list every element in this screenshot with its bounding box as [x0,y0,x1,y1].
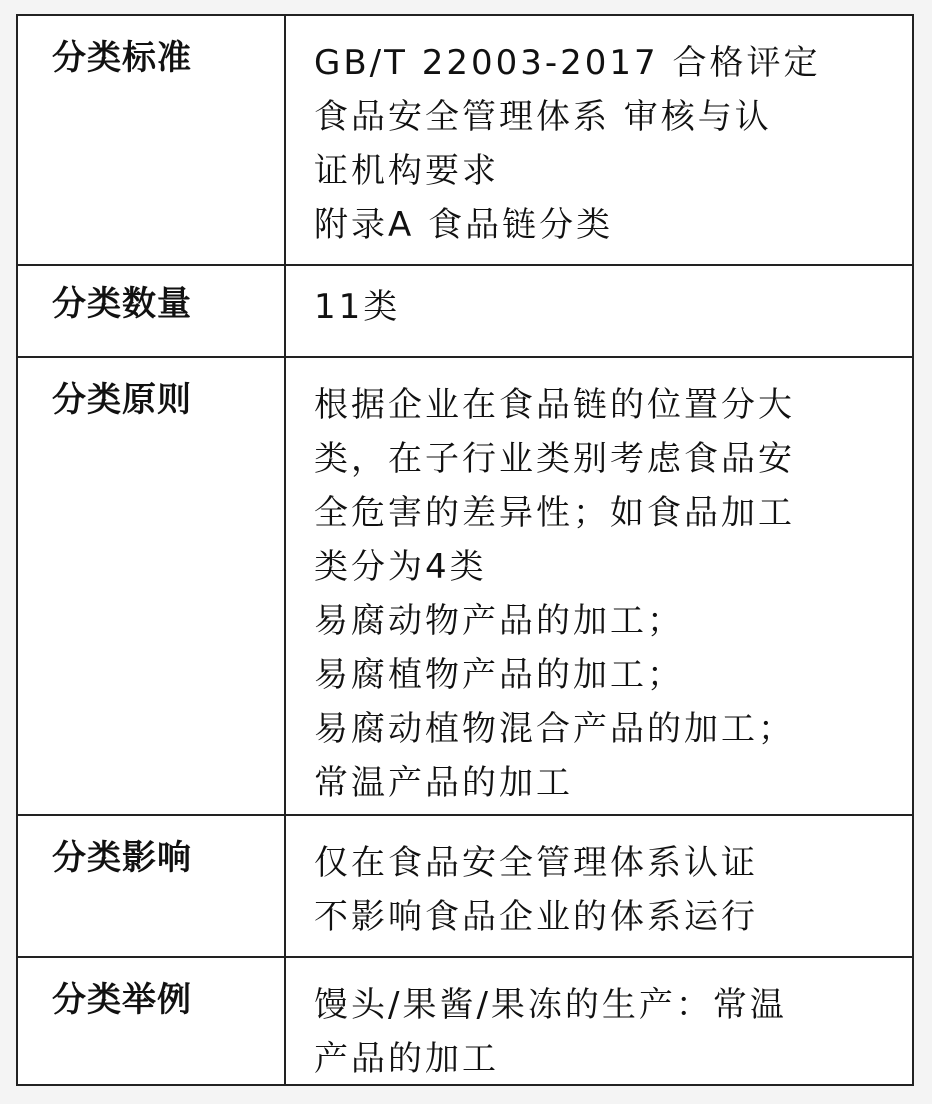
value-line: 11类 [314,287,401,327]
value-line: 不影响食品企业的体系运行 [314,897,758,937]
value-line: 食品安全管理体系 审核与认 [314,97,772,137]
row-label-cell [18,816,286,956]
value-line: 馒头/果酱/果冻的生产：常温 [314,985,787,1025]
row-value-cell [288,358,912,814]
value-line: 易腐植物产品的加工； [314,655,684,695]
row-standard [18,16,912,264]
value-line: 常温产品的加工 [314,763,573,803]
value-line: 仅在食品安全管理体系认证 [314,843,758,883]
row-label-cell [18,958,286,1084]
row-label: 分类举例 [52,980,192,1020]
row-label-cell [18,358,286,814]
row-value-cell [288,816,912,956]
row-value-cell [288,16,912,264]
row-label-cell [18,266,286,356]
value-line: 易腐动植物混合产品的加工； [314,709,795,749]
row-value-cell [288,266,912,356]
value-line: 类，在子行业类别考虑食品安 [314,439,795,479]
value-line: 易腐动物产品的加工； [314,601,684,641]
row-count [18,264,912,356]
row-label: 分类原则 [52,380,192,420]
row-label-cell [18,16,286,264]
value-line: 附录A 食品链分类 [314,205,614,245]
value-line: 产品的加工 [314,1039,499,1079]
row-label: 分类数量 [52,284,192,324]
row-principle [18,356,912,814]
value-line: GB/T 22003-2017 合格评定 [314,43,821,83]
row-label: 分类影响 [52,838,192,878]
value-line: 全危害的差异性；如食品加工 [314,493,795,533]
row-label: 分类标准 [52,38,192,78]
row-impact [18,814,912,956]
row-example [18,956,912,1084]
classification-table [16,14,914,1086]
row-value-cell [288,958,912,1084]
value-line: 类分为4类 [314,547,487,587]
value-line: 根据企业在食品链的位置分大 [314,385,795,425]
value-line: 证机构要求 [314,151,499,191]
